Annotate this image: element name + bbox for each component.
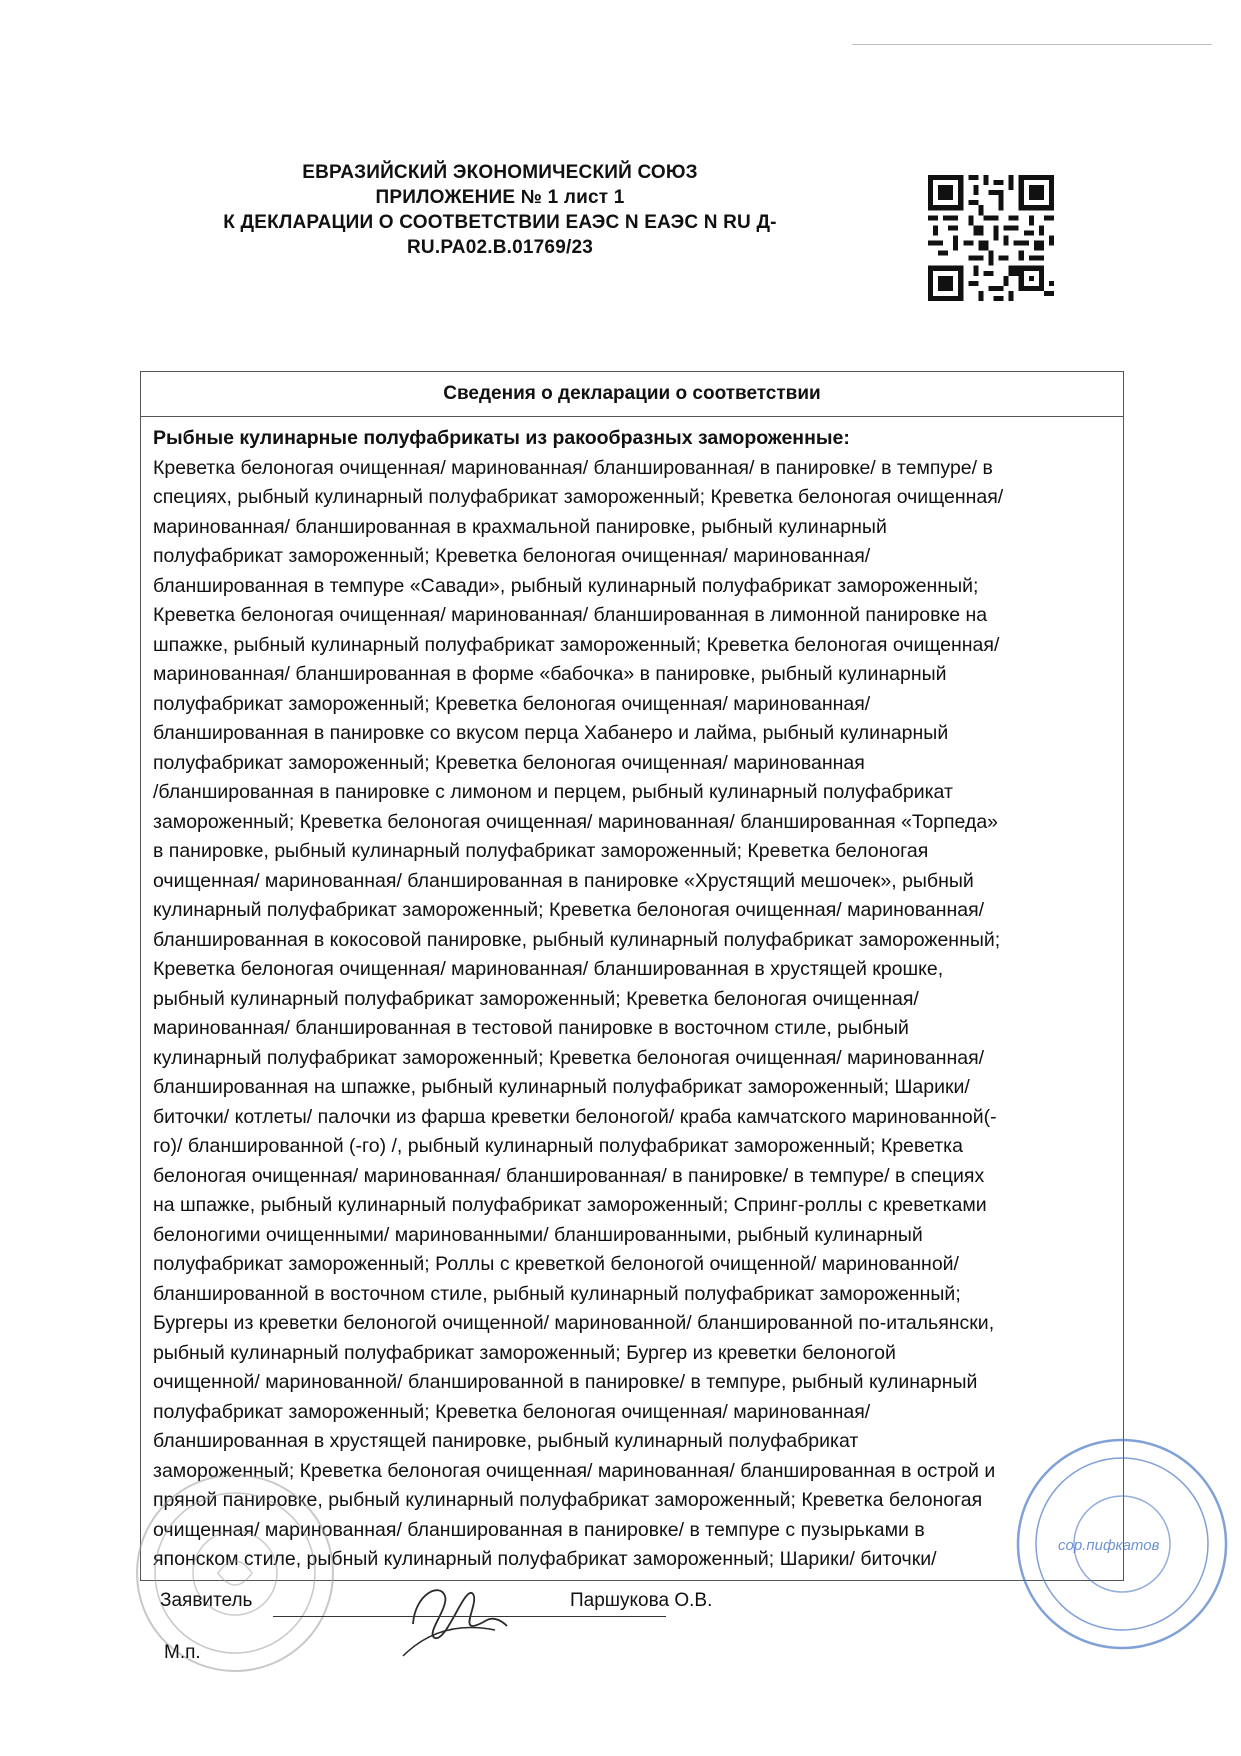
description-line: замороженный; Креветка белоногая очищенная/ маринованная/ бланшированная в острой и	[153, 1459, 996, 1482]
description-line: полуфабрикат замороженный; Креветка белоногая очищенная/ маринованная/	[153, 545, 871, 567]
header-union: ЕВРАЗИЙСКИЙ ЭКОНОМИЧЕСКИЙ СОЮЗ	[302, 162, 698, 183]
description-line: бланшированной в восточном стиле, рыбный кулинарный полуфабрикат замороженный;	[153, 1282, 961, 1305]
description-line: полуфабрикат замороженный; Креветка белоногая очищенная/ маринованная/	[153, 1400, 871, 1423]
description-line: бланшированная на шпажке, рыбный кулинарный полуфабрикат замороженный; Шарики/	[153, 1076, 970, 1098]
description-line: го)/ бланшированной (-го) /, рыбный кулинарный полуфабрикат замороженный; Креветка	[153, 1135, 963, 1157]
header-declaration: К ДЕКЛАРАЦИИ О СООТВЕТСТВИИ ЕАЭС N ЕАЭС N RU Д-	[223, 212, 777, 233]
description-line: бланшированная в темпуре «Савади», рыбный кулинарный полуфабрикат замороженный;	[153, 574, 979, 597]
description-lines	[153, 454, 1113, 1575]
description-line: бланшированная в хрустящей панировке, рыбный кулинарный полуфабрикат	[153, 1430, 859, 1452]
description-line: полуфабрикат замороженный; Креветка белоногая очищенная/ маринованная	[153, 751, 865, 774]
description-line: очищенная/ маринованная/ бланшированная в панировке «Хрустящий мешочек», рыбный	[153, 869, 974, 892]
description-line: белоногими очищенными/ маринованными/ бланшированными, рыбный кулинарный	[153, 1223, 923, 1246]
top-rule	[852, 44, 1212, 45]
description-line: полуфабрикат замороженный; Роллы с креветкой белоногой очищенной/ маринованной/	[153, 1253, 959, 1275]
box-title: Сведения о декларации о соответствии	[141, 372, 1123, 417]
description-line: пряной панировке, рыбный кулинарный полуфабрикат замороженный; Креветка белоногая	[153, 1489, 983, 1511]
description-line: кулинарный полуфабрикат замороженный; Креветка белоногая очищенная/ маринованная/	[153, 1046, 985, 1069]
description-line: бланшированная в панировке со вкусом перца Хабанеро и лайма, рыбный кулинарный	[153, 722, 949, 744]
document-header	[150, 160, 850, 260]
description-line: Креветка белоногая очищенная/ маринованная/ бланшированная в хрустящей крошке,	[153, 958, 944, 980]
description-line: японском стиле, рыбный кулинарный полуфабрикат замороженный; Шарики/ биточки/	[153, 1548, 937, 1570]
description-line: на шпажке, рыбный кулинарный полуфабрикат замороженный; Спринг-роллы с креветками	[153, 1194, 987, 1216]
header-declaration-number: RU.PA02.B.01769/23	[407, 237, 593, 258]
description-line: Бургеры из креветки белоногой очищенной/ маринованной/ бланшированной по-итальянски,	[153, 1312, 995, 1334]
product-description	[153, 424, 1113, 1575]
description-line: очищенной/ маринованной/ бланшированной в панировке/ в темпуре, рыбный кулинарный	[153, 1371, 978, 1393]
description-line: в панировке, рыбный кулинарный полуфабрикат замороженный; Креветка белоногая	[153, 840, 929, 862]
description-line: Креветка белоногая очищенная/ маринованная/ бланшированная в лимонной панировке на	[153, 604, 988, 626]
declaration-info-box	[140, 371, 1124, 1581]
description-line: маринованная/ бланшированная в тестовой панировке в восточном стиле, рыбный	[153, 1017, 909, 1039]
header-appendix: ПРИЛОЖЕНИЕ № 1 лист 1	[375, 187, 625, 208]
description-line: рыбный кулинарный полуфабрикат замороженный; Бургер из креветки белоногой	[153, 1341, 896, 1364]
signature-line	[273, 1616, 666, 1617]
description-line: бланшированная в кокосовой панировке, рыбный кулинарный полуфабрикат замороженный;	[153, 928, 1001, 951]
right-seal-stamp	[1010, 1432, 1235, 1657]
description-line: /бланшированная в панировке с лимоном и перцем, рыбный кулинарный полуфабрикат	[153, 781, 953, 803]
description-line: шпажке, рыбный кулинарный полуфабрикат замороженный; Креветка белоногая очищенная/	[153, 633, 1000, 656]
description-line: белоногая очищенная/ маринованная/ бланшированная/ в панировке/ в темпуре/ в специях	[153, 1164, 985, 1187]
applicant-label: Заявитель	[160, 1590, 253, 1611]
description-line: биточки/ котлеты/ палочки из фарша креветки белоногой/ краба камчатского маринованной(-	[153, 1105, 997, 1128]
applicant-name: Паршукова О.В.	[570, 1590, 713, 1611]
applicant-signature	[395, 1564, 515, 1664]
description-line: Креветка белоногая очищенная/ маринованная/ бланшированная/ в панировке/ в темпуре/ в	[153, 456, 993, 479]
description-line: полуфабрикат замороженный; Креветка белоногая очищенная/ маринованная/	[153, 692, 871, 715]
right-stamp-text: сор.пифкатов	[1058, 1537, 1160, 1554]
qr-code-icon	[928, 175, 1054, 301]
stamp-place-label: М.п.	[164, 1642, 201, 1663]
description-line: специях, рыбный кулинарный полуфабрикат замороженный; Креветка белоногая очищенная/	[153, 486, 1004, 508]
description-line: кулинарный полуфабрикат замороженный; Креветка белоногая очищенная/ маринованная/	[153, 899, 985, 921]
description-line: маринованная/ бланшированная в форме «бабочка» в панировке, рыбный кулинарный	[153, 663, 947, 685]
description-line: рыбный кулинарный полуфабрикат замороженный; Креветка белоногая очищенная/	[153, 987, 919, 1010]
left-seal-stamp	[130, 1468, 340, 1678]
description-line: очищенная/ маринованная/ бланшированная в панировке/ в темпуре с пузырьками в	[153, 1518, 925, 1541]
description-line: замороженный; Креветка белоногая очищенная/ маринованная/ бланшированная «Торпеда»	[153, 810, 999, 833]
section-title: Рыбные кулинарные полуфабрикаты из ракообразных замороженные:	[153, 427, 850, 449]
description-line: маринованная/ бланшированная в крахмальной панировке, рыбный кулинарный	[153, 515, 887, 538]
